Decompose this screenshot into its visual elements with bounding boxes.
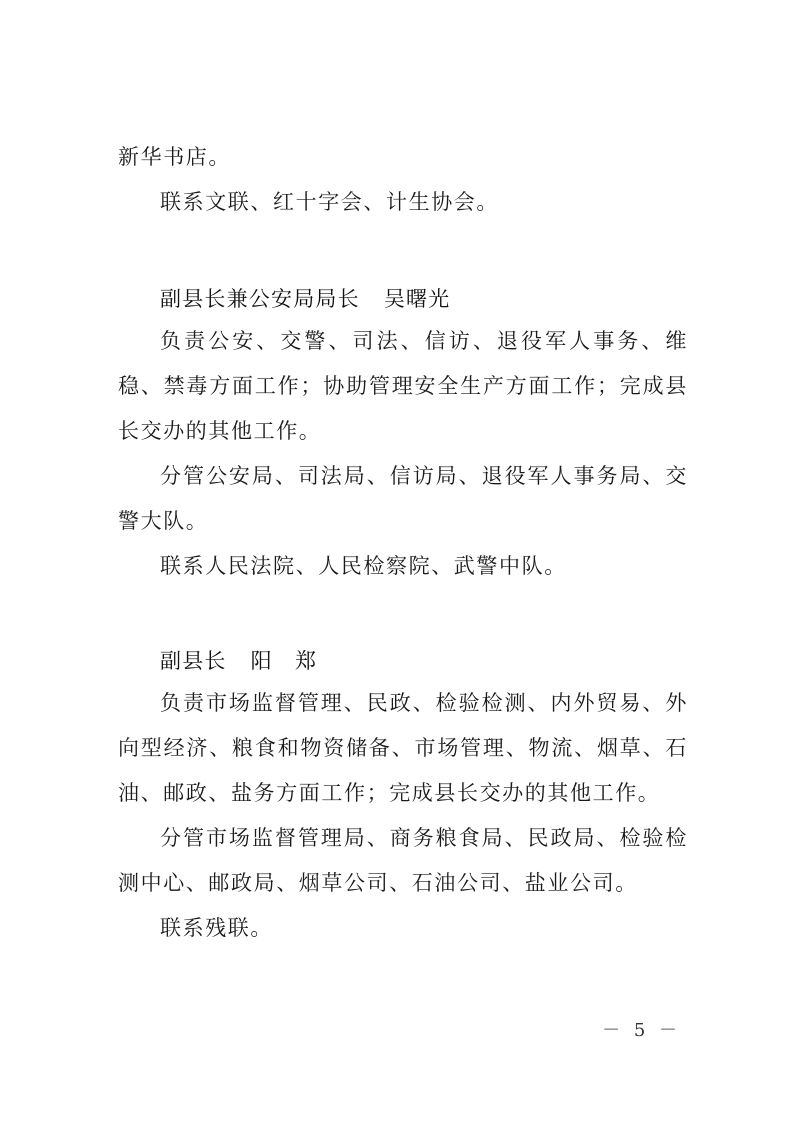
- section1-liaison: 联系人民法院、人民检察院、武警中队。: [160, 554, 567, 578]
- section-title-2: 副县长: [160, 649, 227, 673]
- section2-manages: 分管市场监督管理局、商务粮食局、民政局、检验检测中心、邮政局、烟草公司、石油公司、盐业公司。: [118, 826, 688, 895]
- section1-duties: 负责公安、交警、司法、信访、退役军人事务、维稳、禁毒方面工作；协助管理安全生产方面工作；完成县长交办的其他工作。: [118, 329, 688, 443]
- section2-liaison: 联系残联。: [160, 916, 273, 940]
- page-number: － 5 －: [602, 1020, 681, 1041]
- paragraph-liaison-top: 联系文联、红十字会、计生协会。: [160, 190, 499, 214]
- official-name-1: 吴曙光: [383, 287, 451, 311]
- section-heading-1: [160, 284, 450, 314]
- official-name-2: 阳 郑: [250, 649, 318, 673]
- paragraph-continuation: 新华书店。: [118, 145, 231, 169]
- section-heading-2: [160, 646, 317, 676]
- section-title-1: 副县长兼公安局局长: [160, 287, 360, 311]
- section1-manages: 分管公安局、司法局、信访局、退役军人事务局、交警大队。: [118, 464, 688, 533]
- section2-duties: 负责市场监督管理、民政、检验检测、内外贸易、外向型经济、粮食和物资储备、市场管理、物流、烟草、石油、邮政、盐务方面工作；完成县长交办的其他工作。: [118, 691, 688, 805]
